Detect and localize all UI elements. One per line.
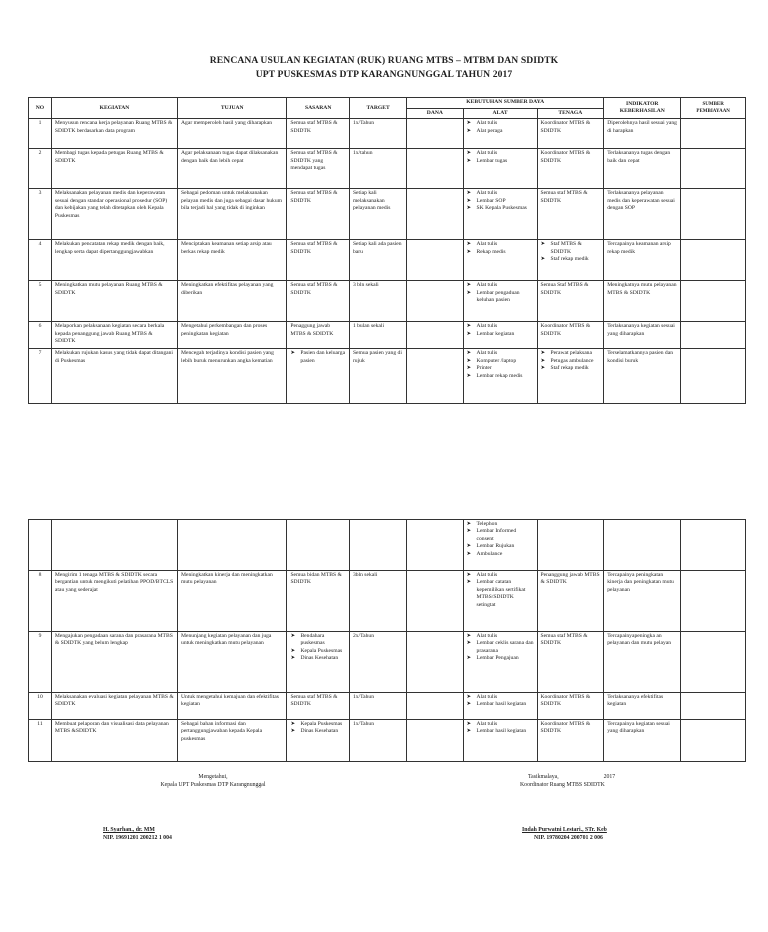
- cell-sasaran: Semua bidan MTBS & SDIDTK: [287, 571, 350, 632]
- bullet-list: [541, 350, 601, 372]
- bullet-item: ➤ Petugas ambulance: [541, 358, 601, 365]
- cell-target: 1x/tahun: [349, 149, 406, 189]
- bullet-item: ➤ Lembar ceklis sarana dan prasarana: [467, 640, 534, 655]
- cell-dana: [407, 189, 463, 240]
- cell-tujuan: Untuk mengetahui kemajuan dan efektifitas kegiatan: [178, 693, 287, 720]
- bullet-item: ➤ Lembar catatan kepemilikan sertifikat MTBS/SDIDTK setingtat: [467, 579, 534, 609]
- cell-sasaran: [287, 632, 350, 693]
- cell-alat: [463, 281, 537, 322]
- bullet-item: ➤ Alat tulis: [467, 633, 534, 640]
- cell-indikator: Terlaksananya kegiatan sesuai yang diharapkan: [604, 322, 681, 349]
- bullet-item: ➤ Komputer /laptop: [467, 358, 534, 365]
- cell-indikator: Tercapainya peningkatan kinerja dan peningkatan mutu pelayanan: [604, 571, 681, 632]
- cell-sasaran: Penaggung jawab MTBS & SDIDTK: [287, 322, 350, 349]
- cell-no: 11: [29, 720, 52, 762]
- cell-dana: [407, 281, 463, 322]
- bullet-item: ➤ Lembar tugas: [467, 158, 534, 165]
- cell-tenaga: [537, 520, 604, 571]
- bullet-item: ➤ Alat tulis: [467, 323, 534, 330]
- cell-kegiatan: Melakukan rujukan kasus yang tidak dapat ditangani di Puskesmas: [51, 349, 177, 404]
- cell-tujuan: Mencegah terjadinya kondisi pasien yang lebih buruk menurunkan angka kematian: [178, 349, 287, 404]
- bullet-list: [467, 694, 534, 709]
- cell-tujuan: Menunjang kegiatan pelayanan dan juga untuk meningkatkan mutu pelayanan: [178, 632, 287, 693]
- footer-left-mengetahui: Mengetahui,: [198, 774, 228, 780]
- bullet-item: ➤ Lembar hasil kegiatan: [467, 728, 534, 735]
- bullet-item: ➤ Alat tulis: [467, 120, 534, 127]
- bullet-item: ➤ Alat tulis: [467, 282, 534, 289]
- cell-alat: [463, 189, 537, 240]
- table-row: [29, 571, 746, 632]
- cell-target: 1 bulan sekali: [349, 322, 406, 349]
- cell-indikator: Terlaksananya pelayanan medis dan keperawatan sesuai dengan SOP: [604, 189, 681, 240]
- cell-sasaran: Semua staf MTBS & SDIDTK: [287, 189, 350, 240]
- cell-sumber: [681, 632, 746, 693]
- cell-kegiatan: Melaksanakan evaluasi kegiatan pelayanan MTBS & SDIDTK: [51, 693, 177, 720]
- cell-tenaga: Koordinator MTBS & SDIDTK: [537, 720, 604, 762]
- cell-sumber: [681, 349, 746, 404]
- cell-target: Semua pasien yang di rujuk: [349, 349, 406, 404]
- bullet-list: [290, 633, 346, 663]
- table-row: [29, 119, 746, 149]
- bullet-item: ➤ Ambulance: [467, 551, 534, 558]
- header-sumber: [681, 98, 746, 119]
- cell-no: 9: [29, 632, 52, 693]
- bullet-item: ➤ Perawat pelaksana: [541, 350, 601, 357]
- header-sumber-line-1: SUMBER: [702, 101, 724, 107]
- bullet-item: ➤ Alat tulis: [467, 572, 534, 579]
- cell-tenaga: Semua staf MTBS & SDIDTK: [537, 189, 604, 240]
- cell-alat: [463, 149, 537, 189]
- cell-tenaga: Koordinator MTBS & SDIDTK: [537, 693, 604, 720]
- cell-kegiatan: Membagi tugas kepada petugas Ruang MTBS & SDIDTK: [51, 149, 177, 189]
- header-tenaga: TENAGA: [537, 109, 604, 119]
- cell-alat: [463, 632, 537, 693]
- cell-sasaran: Semua staf MTBS & SDIDTK yang mendapat tugas: [287, 149, 350, 189]
- cell-sumber: [681, 119, 746, 149]
- cell-tenaga: Koordinator MTBS & SDIDTK: [537, 322, 604, 349]
- signatory-left-name: H. Syarhan., dr. MM: [103, 827, 155, 833]
- cell-kegiatan: Membuat pelaporan dan visualisasi data pelayanan MTBS &SDIDTK: [51, 720, 177, 762]
- cell-tujuan: Mengetahui perkembangan dan proses peningkatan kegiatan: [178, 322, 287, 349]
- footer-right-position: Koordinator Ruang MTBS SDIDTK: [520, 782, 605, 788]
- bullet-list: [467, 241, 534, 256]
- signatory-left-nip: NIP. 19691201 200212 1 004: [103, 835, 172, 841]
- bullet-item: ➤ Dinas Kesehatan: [290, 655, 346, 662]
- cell-alat: [463, 240, 537, 281]
- cell-kegiatan: Mengirim 1 tenaga MTBS & SDIDTK secara bergantian untuk mengikuti pelatihan PPOD/BTCLS atau yang sederajat: [51, 571, 177, 632]
- footer-left-block: [113, 773, 313, 789]
- bullet-item: ➤ Staf rekap medik: [541, 256, 601, 263]
- cell-target: 2x/Tahun: [349, 632, 406, 693]
- cell-alat: [463, 349, 537, 404]
- cell-no: 3: [29, 189, 52, 240]
- bullet-item: ➤ Staf MTBS & SDIDTK: [541, 241, 601, 256]
- cell-kegiatan: Mengajukan pengadaan sarana dan prasarana MTBS & SDIDTK yang belum lengkap: [51, 632, 177, 693]
- bullet-item: ➤ Alat tulis: [467, 190, 534, 197]
- cell-tenaga: [537, 349, 604, 404]
- header-sasaran: SASARAN: [287, 98, 350, 119]
- cell-no: 10: [29, 693, 52, 720]
- table-row: [29, 322, 746, 349]
- cell-alat: [463, 720, 537, 762]
- bullet-item: ➤ Lembar kegiatan: [467, 331, 534, 338]
- bullet-list: [541, 241, 601, 263]
- cell-target: [349, 520, 406, 571]
- cell-indikator: Tercapainyapeningka an pelayanan dan mutu pelayan: [604, 632, 681, 693]
- header-no: NO: [29, 98, 52, 119]
- bullet-list: [467, 572, 534, 609]
- bullet-item: ➤ Alat tulis: [467, 150, 534, 157]
- cell-dana: [407, 720, 463, 762]
- bullet-list: [290, 721, 346, 736]
- signatory-right-name: Indah Purwatni Lestari., STr. Keb: [522, 827, 607, 833]
- cell-target: 3bln sekali: [349, 571, 406, 632]
- cell-no: 1: [29, 119, 52, 149]
- bullet-item: ➤ Lembar SOP: [467, 198, 534, 205]
- cell-indikator: Tercapainya kegiatan sesuai yang diharapkan: [604, 720, 681, 762]
- cell-target: 3 bln sekali: [349, 281, 406, 322]
- cell-target: 1x/Tahun: [349, 119, 406, 149]
- table-row: [29, 281, 746, 322]
- table-row: [29, 520, 746, 571]
- cell-alat: [463, 119, 537, 149]
- cell-sasaran: Semua staf MTBS & SDIDTK: [287, 693, 350, 720]
- cell-alat: [463, 571, 537, 632]
- cell-kegiatan: Menyusun rencana kerja pelayanan Ruang MTBS & SDIDTK berdasarkan data program: [51, 119, 177, 149]
- footer-left-position: Kepala UPT Puskesmas DTP Karangnunggal: [160, 782, 266, 788]
- cell-indikator: Diperolehnya hasil sesuai yang di harapkan: [604, 119, 681, 149]
- cell-sumber: [681, 720, 746, 762]
- document-title-line-1: RENCANA USULAN KEGIATAN (RUK) RUANG MTBS – MTBM DAN SDIDTK: [209, 55, 559, 66]
- bullet-list: [467, 323, 534, 338]
- cell-tenaga: [537, 240, 604, 281]
- cell-tujuan: [178, 520, 287, 571]
- table-row: [29, 189, 746, 240]
- footer-right-signature: [522, 826, 702, 842]
- cell-tujuan: Sebagai pedoman untuk melaksanakan pelayan medis dan juga sebagai dasar hukum bila terjadi hal yang tidak di inginkan: [178, 189, 287, 240]
- cell-kegiatan: Melaporkan pelaksanaan kegiatan secara berkala kepada penanggung jawab Ruang MTBS & SDIDTK: [51, 322, 177, 349]
- table-row: [29, 693, 746, 720]
- cell-tujuan: Agar memperoleh hasil yang diharapkan: [178, 119, 287, 149]
- header-sumber-line-2: PEMBIAYAAN: [696, 109, 730, 115]
- bullet-list: [467, 633, 534, 663]
- cell-sumber: [681, 149, 746, 189]
- footer-right-block: [520, 773, 720, 789]
- cell-no: 6: [29, 322, 52, 349]
- cell-no: 2: [29, 149, 52, 189]
- cell-target: Setiap kali melaksanakan pelayanan medis: [349, 189, 406, 240]
- table-row: [29, 349, 746, 404]
- cell-dana: [407, 632, 463, 693]
- cell-sasaran: [287, 520, 350, 571]
- bullet-item: ➤ Lembar rekap medis: [467, 373, 534, 380]
- cell-sasaran: [287, 349, 350, 404]
- bullet-item: ➤ Alat tulis: [467, 721, 534, 728]
- cell-dana: [407, 693, 463, 720]
- cell-dana: [407, 520, 463, 571]
- cell-kegiatan: [51, 520, 177, 571]
- cell-sumber: [681, 240, 746, 281]
- cell-indikator: Tercapainya keamanan arsip rekap medik: [604, 240, 681, 281]
- cell-indikator: Terlaksananya tugas dengan baik dan cepat: [604, 149, 681, 189]
- cell-target: Setiap kali ada pasien baru: [349, 240, 406, 281]
- cell-sumber: [681, 189, 746, 240]
- cell-no: 8: [29, 571, 52, 632]
- header-tujuan: TUJUAN: [178, 98, 287, 119]
- bullet-list: [467, 190, 534, 212]
- cell-tujuan: Sebagai bahan informasi dan pertanggungjawaban kepada Kepala puskesmas: [178, 720, 287, 762]
- bullet-item: ➤ Printer: [467, 365, 534, 372]
- bullet-item: ➤ Lembar pengaduan keluhan pasien: [467, 290, 534, 305]
- bullet-list: [467, 350, 534, 380]
- signatory-right-nip: NIP. 19780204 200701 2 006: [534, 835, 603, 841]
- header-kebutuhan: KEBUTUHAN SUMBER DAYA: [407, 98, 604, 109]
- cell-no: 7: [29, 349, 52, 404]
- cell-sumber: [681, 520, 746, 571]
- cell-kegiatan: Melakukan pencatatan rekap medik dengan baik, lengkap serta dapat dipertanggungjawabkan: [51, 240, 177, 281]
- cell-tenaga: Koordinator MTBS & SDIDTK: [537, 149, 604, 189]
- cell-tenaga: Penanggung jawab MTBS & SDIDTK: [537, 571, 604, 632]
- header-indikator-line-2: KEBERHASILAN: [619, 108, 665, 115]
- bullet-item: ➤ Rekap medis: [467, 249, 534, 256]
- bullet-item: ➤ Pasien dan keluarga pasien: [290, 350, 346, 365]
- header-indikator: [604, 98, 681, 119]
- cell-alat: [463, 322, 537, 349]
- cell-no: 4: [29, 240, 52, 281]
- bullet-list: [467, 150, 534, 165]
- ruk-table-page-1: [28, 97, 746, 404]
- cell-sasaran: Semua staf MTBS & SDIDTK: [287, 119, 350, 149]
- cell-alat: [463, 693, 537, 720]
- table-row: [29, 720, 746, 762]
- cell-tujuan: Agar pelaksanaan tugas dapat dilaksanakan dengan baik dan lebih cepat: [178, 149, 287, 189]
- cell-tujuan: Meningkatkan kinerja dan meningkatkan mutu pelayanan: [178, 571, 287, 632]
- cell-dana: [407, 349, 463, 404]
- cell-target: 1x/Tahun: [349, 693, 406, 720]
- bullet-list: [290, 350, 346, 365]
- bullet-item: ➤ Bendahara puskesmas: [290, 633, 346, 648]
- footer-right-place-date: Tasikmalaya, 2017: [528, 774, 616, 780]
- bullet-item: ➤ Lembar Pengajuan: [467, 655, 534, 662]
- cell-sasaran: Semua staf MTBS & SDIDTK: [287, 240, 350, 281]
- cell-indikator: Terlaksananya efektifitas kegiatan: [604, 693, 681, 720]
- cell-indikator: Meningkatnya mutu pelayanan MTBS & SDIDTK: [604, 281, 681, 322]
- bullet-list: [467, 721, 534, 736]
- cell-target: 1x/Tahun: [349, 720, 406, 762]
- alat-list: [467, 521, 534, 558]
- cell-sasaran: Semua staf MTBS & SDIDTK: [287, 281, 350, 322]
- cell-kegiatan: Melaksanakan pelayanan medis dan keperawatan sesuai dengan standar operasional prosedur (SOP) dan kebijakan yang telah ditetapkan oleh Kepala Puskesmas: [51, 189, 177, 240]
- bullet-item: ➤ Lembar hasil kegiatan: [467, 701, 534, 708]
- cell-no: [29, 520, 52, 571]
- bullet-item: ➤ Lembar Rujukan: [467, 543, 534, 550]
- ruk-table-page-2: [28, 519, 746, 762]
- cell-tenaga: Semua Staf MTBS & SDIDTK: [537, 281, 604, 322]
- cell-dana: [407, 240, 463, 281]
- cell-tenaga: Semua staf MTBS & SDIDTK: [537, 632, 604, 693]
- cell-dana: [407, 149, 463, 189]
- header-target: TARGET: [349, 98, 406, 119]
- bullet-item: ➤ Alat peraga: [467, 128, 534, 135]
- bullet-item: ➤ Lembar Informed consent: [467, 528, 534, 543]
- bullet-list: [467, 120, 534, 135]
- table-row: [29, 149, 746, 189]
- bullet-list: [467, 282, 534, 304]
- cell-sumber: [681, 571, 746, 632]
- bullet-item: ➤ Alat tulis: [467, 350, 534, 357]
- cell-dana: [407, 322, 463, 349]
- header-indikator-line-1: INDIKATOR: [626, 100, 659, 107]
- bullet-item: ➤ Alat tulis: [467, 694, 534, 701]
- cell-sumber: [681, 322, 746, 349]
- cell-dana: [407, 119, 463, 149]
- cell-tujuan: Menciptakan keamanan setiap arsip atau berkas rekap medik: [178, 240, 287, 281]
- bullet-item: ➤ Telephon: [467, 521, 534, 528]
- cell-alat: [463, 520, 537, 571]
- cell-sumber: [681, 281, 746, 322]
- cell-dana: [407, 571, 463, 632]
- cell-indikator: Terselamatkannya pasien dan kondisi buruk: [604, 349, 681, 404]
- document-title-line-2: UPT PUSKESMAS DTP KARANGNUNGGAL TAHUN 2017: [255, 69, 513, 80]
- bullet-item: ➤ Kepala Puskesmas: [290, 721, 346, 728]
- header-dana: DANA: [407, 109, 463, 119]
- cell-kegiatan: Meningkatkan mutu pelayanan Ruang MTBS & SDIDTK: [51, 281, 177, 322]
- bullet-item: ➤ Alat tulis: [467, 241, 534, 248]
- header-kegiatan: KEGIATAN: [51, 98, 177, 119]
- table-row: [29, 240, 746, 281]
- header-alat: ALAT: [463, 109, 537, 119]
- cell-no: 5: [29, 281, 52, 322]
- cell-sumber: [681, 693, 746, 720]
- cell-sasaran: [287, 720, 350, 762]
- table-row: [29, 632, 746, 693]
- bullet-item: ➤ Dinas Kesehatan: [290, 728, 346, 735]
- bullet-item: ➤ Kepala Puskesmas: [290, 648, 346, 655]
- cell-tenaga: Koordinator MTBS & SDIDTK: [537, 119, 604, 149]
- cell-tujuan: Meningkatkan efektifitas pelayanan yang diberikan: [178, 281, 287, 322]
- bullet-item: ➤ SK Kepala Puskesmas: [467, 205, 534, 212]
- footer-left-signature: [103, 826, 263, 842]
- cell-indikator: [604, 520, 681, 571]
- bullet-item: ➤ Staf rekap medik: [541, 365, 601, 372]
